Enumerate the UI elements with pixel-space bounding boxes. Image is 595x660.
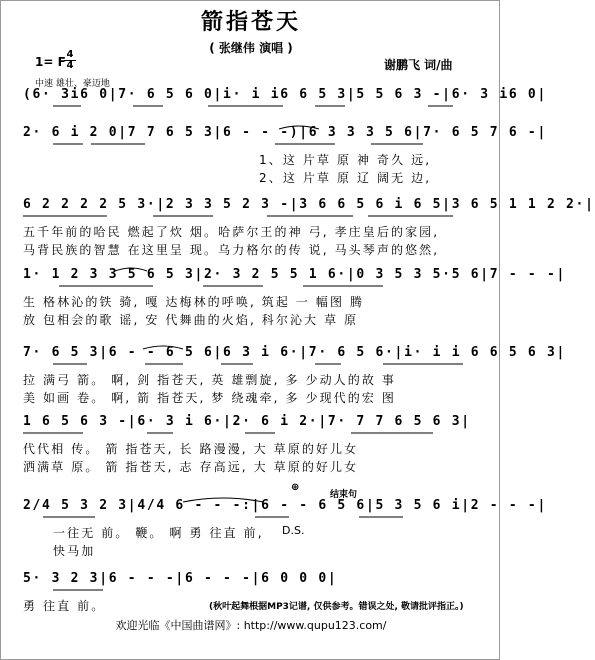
key-signature: 1= F — [35, 55, 66, 69]
notation-row-2 — [23, 125, 547, 151]
time-signature-bottom: 4 — [64, 60, 76, 71]
lyric-verse-1: 勇 往直 前。 — [23, 599, 106, 613]
notation-row-6 — [23, 414, 485, 440]
transcription-note: (秋叶起舞根据MP3记谱, 仅供参考。错误之处, 敬请批评指正。) — [209, 602, 464, 612]
lyric-verse-2: 2、这 片草 原 辽 阔无 边, — [259, 171, 432, 185]
notation-row-1 — [23, 87, 547, 113]
lyric-verse-2: 美 如画 卷。 啊, 箭 指苍天, 梦 绕魂牵, 多 少现代的宏 图 — [23, 391, 396, 405]
time-signature-top: 4 — [66, 49, 74, 60]
lyric-verse-1: 拉 满弓 箭。 啊, 剑 指苍天, 英 雄剽旋, 多 少动人的故 事 — [23, 373, 396, 387]
website-footer: 欢迎光临《中国曲谱网》: http://www.qupu123.com/ — [115, 619, 387, 632]
jianpu-notes: 7· 6 5 3|6 - - 6 5 6|6 3 i 6·|7· 6 5 6·|i· i i 6 6 5 6 3| — [23, 345, 567, 360]
jianpu-notes: 1 6 5 6 3 -|6· 3 i 6·|2· 6 i 2·|7· 7 7 6 5 6 3| — [23, 414, 471, 429]
notation-row-3 — [23, 197, 595, 223]
song-title: 箭指苍天 — [200, 10, 301, 35]
performer-subtitle: ( 张继伟 演唱 ) — [209, 41, 293, 55]
coda-label: 结束句 — [330, 490, 358, 500]
notation-row-8 — [23, 571, 485, 597]
lyric-verse-1: 五千年前的哈民 燃起了炊 烟。哈萨尔王的神 弓, 孝庄皇后的家园, — [23, 225, 440, 239]
lyric-verse-2: 马背民族的智慧 在这里呈 现。乌力格尔的传 说, 马头琴声的悠然, — [23, 243, 440, 257]
jianpu-notes: 1· 1 2 3 3 5 6 5 3|2· 3 2 5 5 1 6·|0 3 5 3 5·5 6|7 - - -| — [23, 267, 567, 282]
notation-row-5 — [23, 345, 567, 371]
composer-credit: 谢鹏飞 词/曲 — [384, 58, 453, 72]
tempo-marking: 中速 雄壮、豪迈地 — [35, 79, 110, 89]
jianpu-notes: 5· 3 2 3|6 - - -|6 - - -|6 0 0 0| — [23, 571, 338, 586]
lyric-verse-2: 快马加 — [53, 544, 96, 558]
lyric-verse-2: 放 包相会的歌 谣, 安 代舞曲的火焰, 科尔沁大 草 原 — [23, 313, 359, 327]
lyric-verse-1: 代代相 传。 箭 指苍天, 长 路漫漫, 大 草原的好儿女 — [23, 442, 359, 456]
jianpu-notes: 6 2 2 2 2 5 3·|2 3 3 5 2 3 -|3 6 6 5 6 i 6 5|3 6 5 1 1 2 2·| — [23, 197, 595, 212]
jianpu-notes: 2/4 5 3 2 3|4/4 6 - - -:|6 - - 6 5 6|5 3 5 6 i|2 - - -| — [23, 498, 547, 513]
lyric-verse-1: 一往无 前。 鞭。 啊 勇 往直 前, — [53, 526, 264, 540]
coda-sign-icon: ⊕ — [291, 482, 300, 493]
jianpu-notes: (6· 3i6 0|7· 6 5 6 0|i· i i6 6 5 3|5 5 6 3 -|6· 3 i6 0| — [23, 87, 547, 102]
lyric-verse-1: 生 格林沁的铁 骑, 嘎 达梅林的呼唤, 筑起 一 幅图 腾 — [23, 295, 365, 309]
lyric-verse-1: 1、这 片草 原 神 奇久 远, — [259, 153, 432, 167]
jianpu-notes: 2· 6 i 2 0|7 7 6 5 3|6 - - -)|6 3 3 3 5 6|7· 6 5 7 6 -| — [23, 125, 547, 140]
lyric-verse-2: 洒满草 原。 箭 指苍天, 志 存高远, 大 草原的好儿女 — [23, 460, 359, 474]
notation-row-7 — [23, 498, 547, 524]
notation-row-4 — [23, 267, 567, 293]
dal-segno-marking: D.S. — [282, 524, 305, 537]
time-signature — [64, 50, 76, 71]
